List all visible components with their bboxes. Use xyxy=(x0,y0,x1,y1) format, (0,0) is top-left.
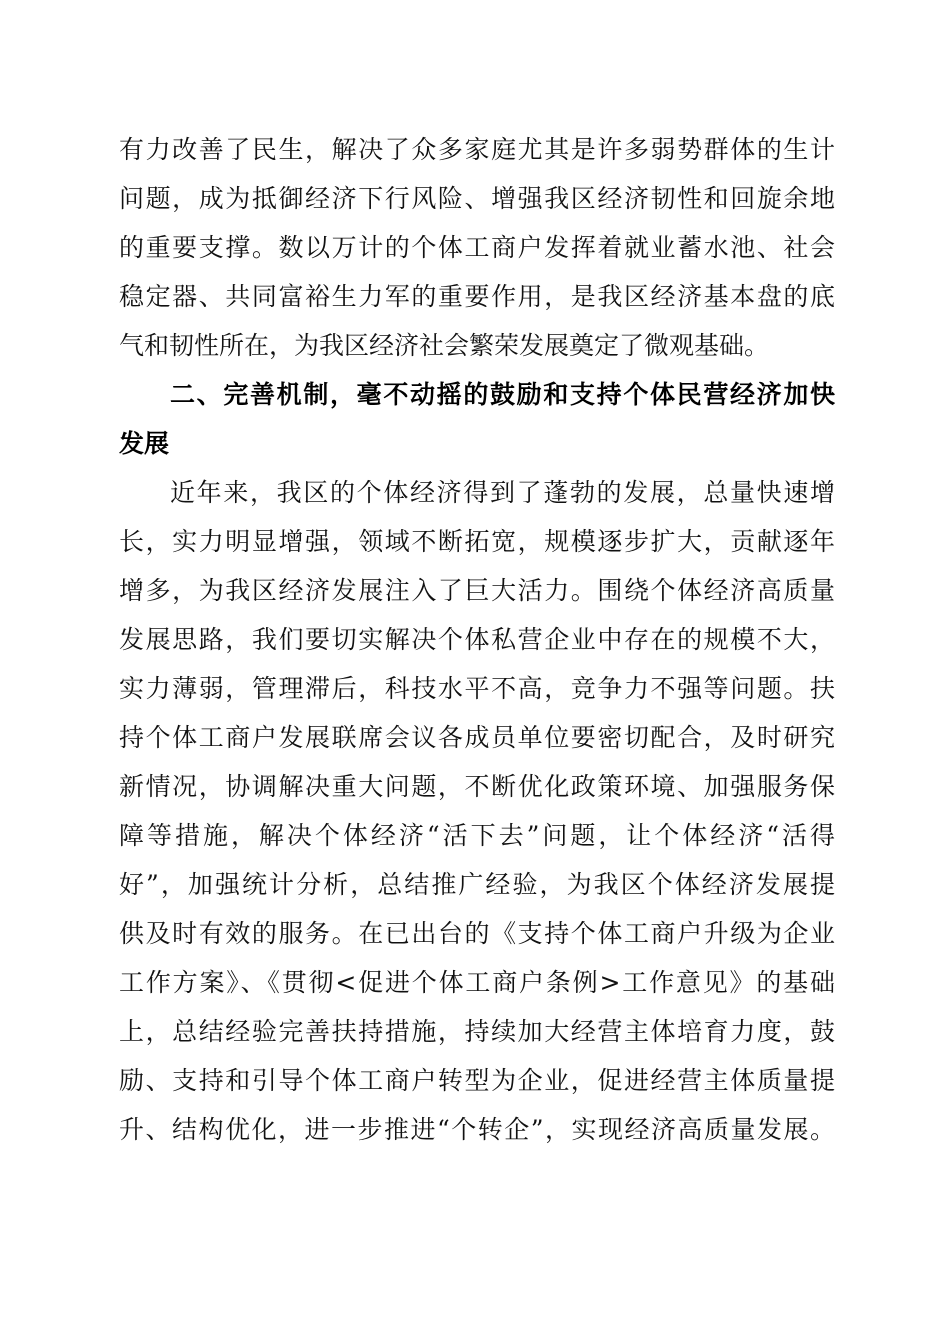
heading-line: 二、完善机制，毫不动摇的鼓励和支持个体民营经济加快 xyxy=(170,380,835,409)
paragraph-development xyxy=(119,468,835,1154)
text-line: 有力改善了民生，解决了众多家庭尤其是许多弱势群体的生计 xyxy=(119,135,835,164)
text-line: 的重要支撑。数以万计的个体工商户发挥着就业蓄水池、社会 xyxy=(119,233,835,262)
text-line: 近年来，我区的个体经济得到了蓬勃的发展，总量快速增 xyxy=(170,478,835,507)
text-line: 上，总结经验完善扶持措施，持续加大经营主体培育力度，鼓 xyxy=(119,1017,835,1046)
text-line: 长，实力明显增强，领域不断拓宽，规模逐步扩大，贡献逐年 xyxy=(119,527,835,556)
text-line: 稳定器、共同富裕生力军的重要作用，是我区经济基本盘的底 xyxy=(119,282,835,311)
text-line: 新情况，协调解决重大问题，不断优化政策环境、加强服务保 xyxy=(119,772,835,801)
text-line: 持个体工商户发展联席会议各成员单位要密切配合，及时研究 xyxy=(119,723,835,752)
text-line: 实力薄弱，管理滞后，科技水平不高，竞争力不强等问题。扶 xyxy=(119,674,835,703)
text-line: 问题，成为抵御经济下行风险、增强我区经济韧性和回旋余地 xyxy=(119,184,835,213)
section-heading-2 xyxy=(119,370,835,468)
text-line: 发展思路，我们要切实解决个体私营企业中存在的规模不大， xyxy=(119,625,835,654)
text-line: 升、结构优化，进一步推进“个转企”，实现经济高质量发展。 xyxy=(119,1115,835,1144)
document-page xyxy=(119,125,835,1154)
text-line: 障等措施，解决个体经济“活下去”问题，让个体经济“活得 xyxy=(119,821,835,850)
text-line: 增多，为我区经济发展注入了巨大活力。围绕个体经济高质量 xyxy=(119,576,835,605)
text-line: 供及时有效的服务。在已出台的《支持个体工商户升级为企业 xyxy=(119,919,835,948)
text-line: 励、支持和引导个体工商户转型为企业，促进经营主体质量提 xyxy=(119,1066,835,1095)
paragraph-livelihood xyxy=(119,125,835,370)
text-line: 工作方案》、《贯彻<促进个体工商户条例>工作意见》的基础 xyxy=(119,968,835,997)
heading-line: 发展 xyxy=(119,429,170,458)
text-line: 气和韧性所在，为我区经济社会繁荣发展奠定了微观基础。 xyxy=(119,331,770,360)
text-line: 好”，加强统计分析，总结推广经验，为我区个体经济发展提 xyxy=(119,870,835,899)
